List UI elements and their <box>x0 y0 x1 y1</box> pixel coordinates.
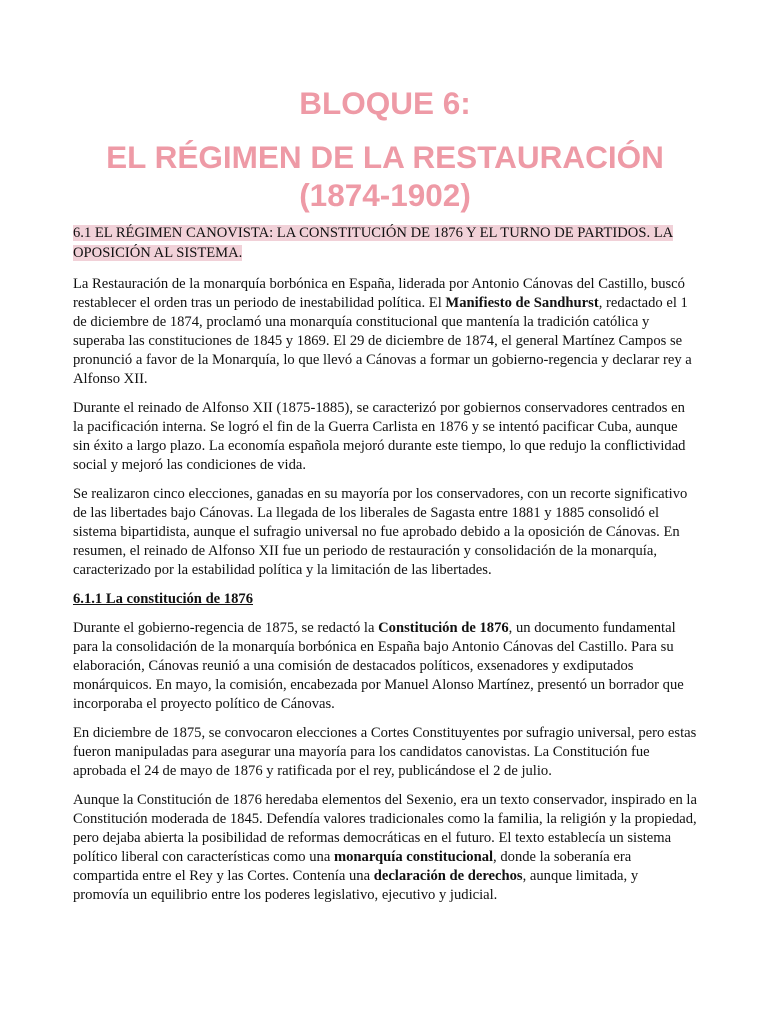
paragraph-6-text-c: , donde la soberanía era compartida entre el Rey y las Cortes. Contenía una <box>73 849 632 884</box>
paragraph-1 <box>73 275 697 389</box>
paragraph-1-text-a: La Restauración de la monarquía borbónica en España, liderada por Antonio Cánovas del Castillo, buscó restablecer el orden tras un periodo de inestabilidad política. El <box>73 276 685 311</box>
section-heading <box>73 224 697 263</box>
document-page <box>73 84 697 915</box>
paragraph-4-text-a: Durante el gobierno-regencia de 1875, se redactó la <box>73 620 379 636</box>
sandhurst-bold: Manifiesto de Sandhurst <box>445 295 599 311</box>
paragraph-6-text-e: , aunque limitada, y promovía un equilibrio entre los poderes legislativo, ejecutivo y judicial. <box>73 868 639 903</box>
monarchy-bold: monarquía constitucional <box>333 849 494 865</box>
page-title: EL RÉGIMEN DE LA RESTAURACIÓN (1874-1902) <box>106 139 664 213</box>
block-title: BLOQUE 6: <box>299 85 471 121</box>
rights-bold: declaración de derechos <box>373 868 523 884</box>
paragraph-6 <box>73 791 697 905</box>
constitution-bold: Constitución de 1876 <box>378 620 509 636</box>
subheading-constitution: 6.1.1 La constitución de 1876 <box>73 591 253 607</box>
paragraph-4 <box>73 619 697 714</box>
paragraph-1-text-c: , redactado el 1 de diciembre de 1874, proclamó una monarquía constitucional que mantenía la tradición católica y superaba las constituciones de 1845 y 1869. El 29 de diciembre de 1874, el general Martínez Campos se pronunció a favor de la Monarquía, lo que llevó a Cánovas a formar un gobierno-regencia y declarar rey a Alfonso XII. <box>73 295 692 387</box>
paragraph-3: Se realizaron cinco elecciones, ganadas en su mayoría por los conservadores, con un recorte significativo de las libertades bajo Cánovas. La llegada de los liberales de Sagasta entre 1881 y 1885 consolidó el sistema bipartidista, aunque el sufragio universal no fue aprobado debido a la oposición de Cánovas. En resumen, el reinado de Alfonso XII fue un periodo de restauración y consolidación de la monarquía, caracterizado por la estabilidad política y la limitación de las libertades. <box>73 486 688 578</box>
paragraph-4-text-c: , un documento fundamental para la consolidación de la monarquía borbónica en España bajo Antonio Cánovas del Castillo. Para su elaboración, Cánovas reunió a una comisión de destacados políticos, exsenadores y exdiputados monárquicos. En mayo, la comisión, encabezada por Manuel Alonso Martínez, presentó un borrador que incorporaba el proyecto político de Cánovas. <box>73 620 684 712</box>
paragraph-6-text-a: Aunque la Constitución de 1876 heredaba elementos del Sexenio, era un texto conservador, inspirado en la Constitución moderada de 1845. Defendía valores tradicionales como la familia, la religión y la propiedad, pero dejaba abierta la posibilidad de reformas democráticas en el futuro. El texto establecía un sistema político liberal con características como una <box>73 792 697 865</box>
paragraph-2: Durante el reinado de Alfonso XII (1875-1885), se caracterizó por gobiernos conservadores centrados en la pacificación interna. Se logró el fin de la Guerra Carlista en 1876 y se intentó pacificar Cuba, aunque sin éxito a largo plazo. La economía española mejoró durante este tiempo, lo que redujo la conflictividad social y mejoró las condiciones de vida. <box>73 400 686 473</box>
paragraph-5: En diciembre de 1875, se convocaron elecciones a Cortes Constituyentes por sufragio universal, pero estas fueron manipuladas para asegurar una mayoría para los candidatos canovistas. La Constitución fue aprobada el 24 de mayo de 1876 y ratificada por el rey, publicándose el 2 de julio. <box>73 725 697 779</box>
section-heading-text: 6.1 EL RÉGIMEN CANOVISTA: LA CONSTITUCIÓN DE 1876 Y EL TURNO DE PARTIDOS. LA OPOSICIÓN AL SISTEMA. <box>73 225 674 261</box>
